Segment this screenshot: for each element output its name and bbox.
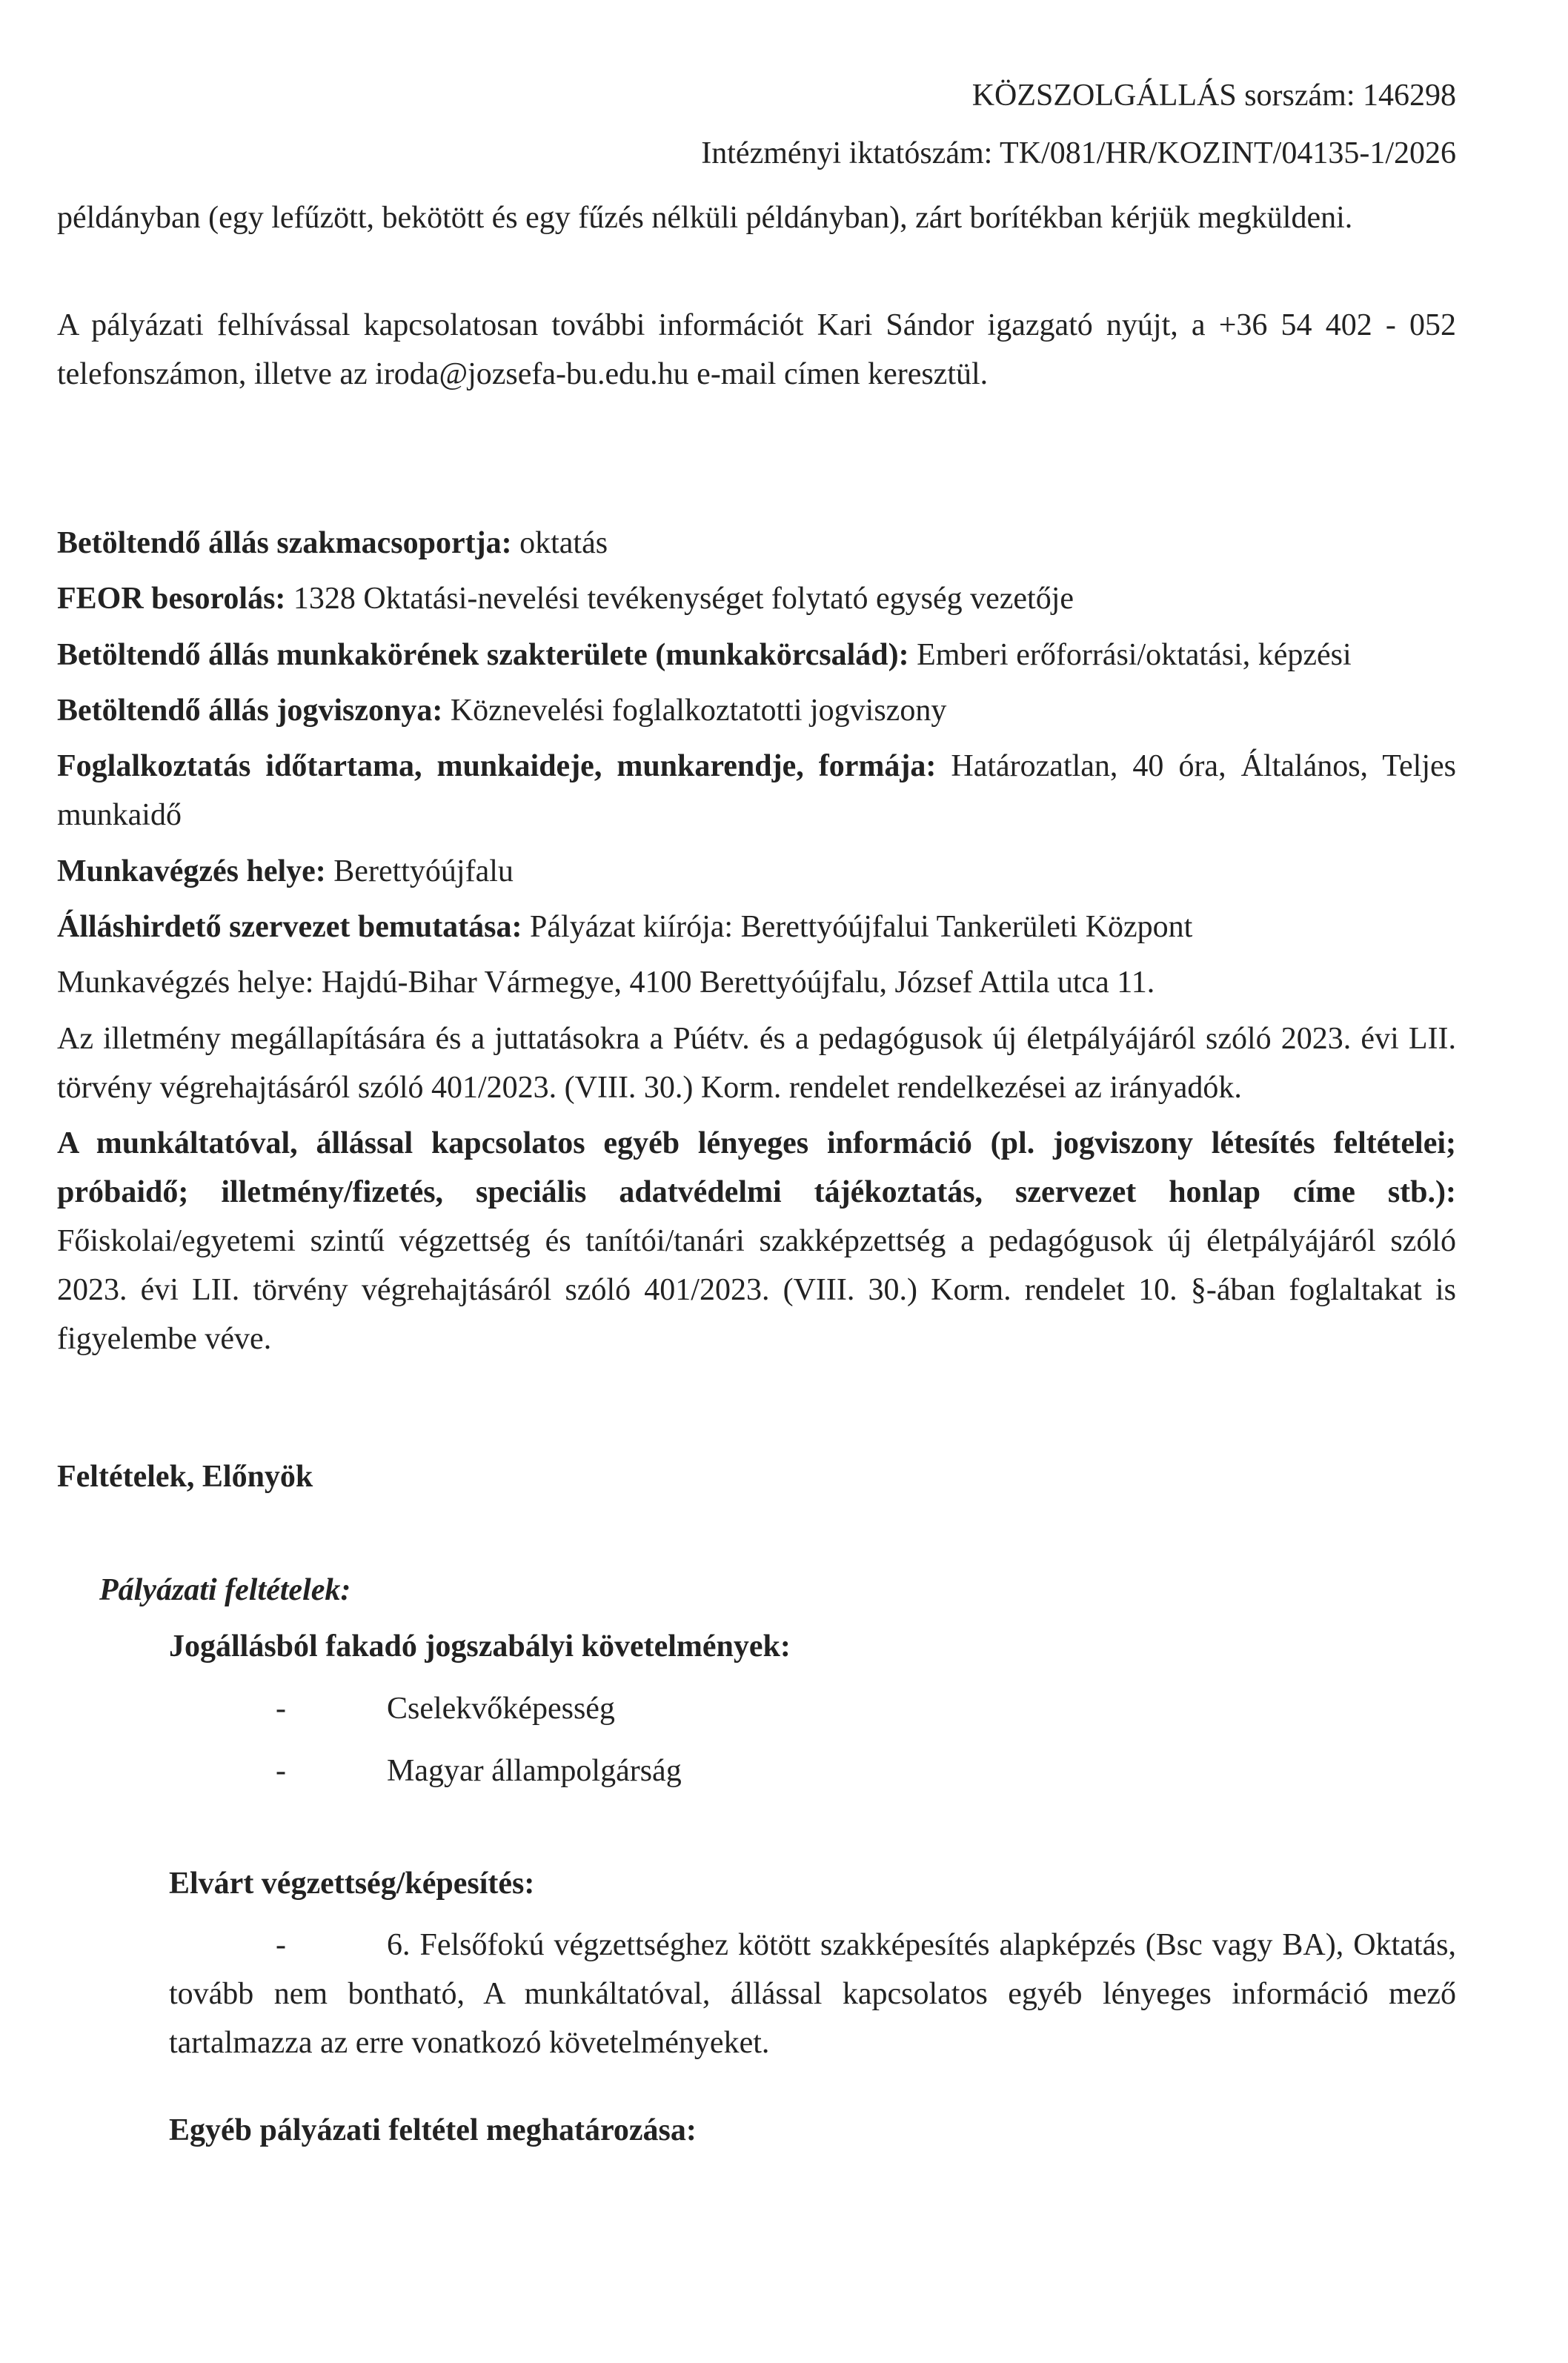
header-registry: Intézményi iktatószám: TK/081/HR/KOZINT/04135-1/2026 [701,136,1456,170]
field-szakmacsoport-label: Betöltendő állás szakmacsoportja: [57,526,512,560]
list-item-text: Cselekvőképesség [387,1692,615,1726]
list-item-text: Magyar állampolgárság [387,1754,682,1788]
field-feor-label: FEOR besorolás: [57,582,286,616]
paragraph-illetmeny: Az illetmény megállapítására és a juttatásokra a Púétv. és a pedagógusok új életpályájáról szóló 2023. évi LII. törvény végrehajtásáról szóló 401/2023. (VIII. 30.) Korm. rendelet rendelkezései az irányadók. [57,1022,1456,1105]
paragraph-intro-2: A pályázati felhívással kapcsolatosan további információt Kari Sándor igazgató nyújt, a +36 54 402 - 052 telefonszámon, illetve az iroda@jozsefa-bu.edu.hu e-mail címen keresztül. [57,308,1456,391]
field-munkavegzes-helye-value: Berettyóújfalu [325,854,514,888]
paragraph-munkavegzes-cim: Munkavégzés helye: Hajdú-Bihar Vármegye, 4100 Berettyóújfalu, József Attila utca 11. [57,966,1155,1000]
list-item-felsofoku-vegzettseg [169,1921,1456,2067]
list-item-dash-marker: - [276,1754,286,1788]
field-egyeb-informacio-value: Főiskolai/egyetemi szintű végzettség és tanítói/tanári szakképzettség a pedagógusok új életpályájáról szóló 2023. évi LII. törvény végrehajtásáról szóló 401/2023. (VIII. 30.) Korm. rendelet 10. §-ában foglaltakat is figyelembe véve. [57,1224,1456,1356]
field-allashirdeto-label: Álláshirdető szervezet bemutatása: [57,910,522,944]
field-munkavegzes-helye-label: Munkavégzés helye: [57,854,326,888]
field-foglalkoztatas-label: Foglalkoztatás időtartama, munkaideje, munkarendje, formája: [57,749,937,783]
field-foglalkoztatas [57,742,1456,840]
section-title-feltetelek: Feltételek, Előnyök [57,1460,313,1494]
header-serial: KÖZSZOLGÁLLÁS sorszám: 146298 [971,79,1456,113]
field-jogviszony-value: Köznevelési foglalkoztatotti jogviszony [442,694,947,728]
field-egyeb-informacio-label: A munkáltatóval, állással kapcsolatos egyéb lényeges információ (pl. jogviszony létesítés feltételei; próbaidő; illetmény/fizetés, speciális adatvédelmi tájékoztatás, szervezet honlap címe stb.): [57,1126,1456,1209]
list-item-dash-marker: - [276,1928,286,1962]
section-title-egyeb-feltetel: Egyéb pályázati feltétel meghatározása: [169,2113,697,2147]
field-allashirdeto [57,903,1456,951]
field-munkakorcsalad-label: Betöltendő állás munkakörének szakterülete (munkakörcsalád): [57,638,909,672]
paragraph-intro-1: példányban (egy lefűzött, bekötött és egy fűzés nélküli példányban), zárt borítékban kérjük megküldeni. [57,201,1353,235]
field-jogviszony-label: Betöltendő állás jogviszonya: [57,694,443,728]
field-egyeb-informacio [57,1119,1456,1363]
list-item-cselekvokepesseg [169,1684,1456,1733]
field-munkakorcsalad-value: Emberi erőforrási/oktatási, képzési [908,638,1352,672]
field-szakmacsoport [57,519,1456,568]
list-item-dash-marker: - [276,1692,286,1726]
field-allashirdeto-value: Pályázat kiírója: Berettyóújfalui Tankerületi Központ [522,910,1193,944]
field-munkavegzes-helye [57,847,1456,896]
section-title-jogallas-kovetelmenyek: Jogállásból fakadó jogszabályi követelmények: [169,1629,791,1664]
field-foglalkoztatas-value: Határozatlan, 40 óra, Általános, Teljes munkaidő [57,749,1456,832]
section-title-palyazati-feltetelek: Pályázati feltételek: [99,1573,351,1607]
field-feor-value: 1328 Oktatási-nevelési tevékenységet folytató egység vezetője [285,582,1074,616]
field-szakmacsoport-value: oktatás [511,526,608,560]
list-item-allampolgarsag [169,1747,1456,1795]
list-item-text: 6. Felsőfokú végzettséghez kötött szakképesítés alapképzés (Bsc vagy BA), Oktatás, tovább nem bontható, A munkáltatóval, állással kapcsolatos egyéb lényeges információ mező tartalmazza az erre vonatkozó követelményeket. [169,1928,1456,2060]
field-jogviszony [57,686,1456,735]
field-munkakorcsalad [57,631,1456,679]
field-feor [57,574,1456,623]
section-title-elvart-vegzettseg: Elvárt végzettség/képesítés: [169,1867,535,1901]
